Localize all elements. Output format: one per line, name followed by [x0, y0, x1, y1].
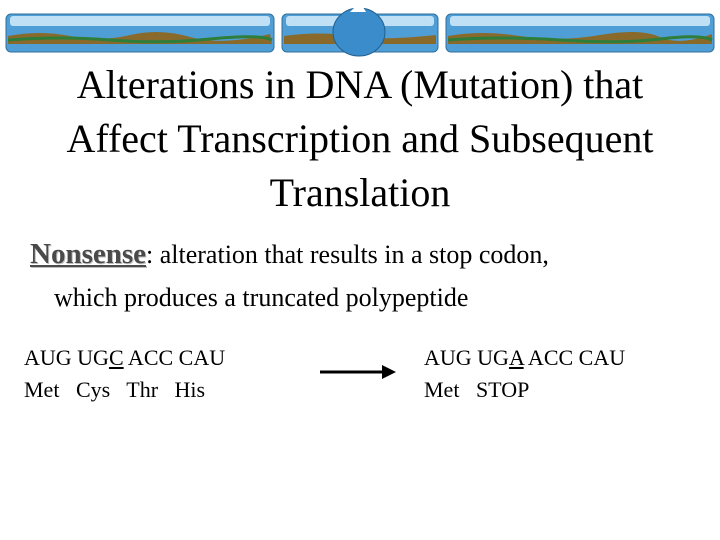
mutant-codons: AUG UGA ACC CAU: [424, 345, 626, 370]
banner-panel-center: [282, 2, 438, 56]
decorative-banner: [0, 0, 720, 62]
original-codons: AUG UGC ACC CAU: [24, 345, 226, 370]
banner-panel-right: [446, 14, 714, 52]
banner-panel-left: [6, 14, 274, 52]
slide-title: [0, 58, 720, 220]
nonsense-term: Nonsense: [30, 238, 147, 270]
title-line-3: Translation: [269, 170, 451, 215]
original-sequence: [24, 342, 225, 406]
mutant-amino-acids: Met STOP: [424, 377, 530, 402]
definition-text: : alteration that results in a stop codon,: [146, 240, 549, 269]
mutant-sequence: [424, 342, 625, 406]
right-arrow-icon: [318, 360, 398, 384]
definition-continuation: which produces a truncated polypeptide: [54, 283, 469, 312]
definition-bullet: [30, 238, 549, 271]
title-line-2: Affect Transcription and Subsequent: [66, 116, 654, 161]
original-mutated-base: C: [108, 345, 124, 370]
title-line-1: Alterations in DNA (Mutation) that: [76, 62, 644, 107]
original-amino-acids: Met Cys Thr His: [24, 377, 206, 402]
mutant-mutated-base: A: [508, 345, 524, 370]
